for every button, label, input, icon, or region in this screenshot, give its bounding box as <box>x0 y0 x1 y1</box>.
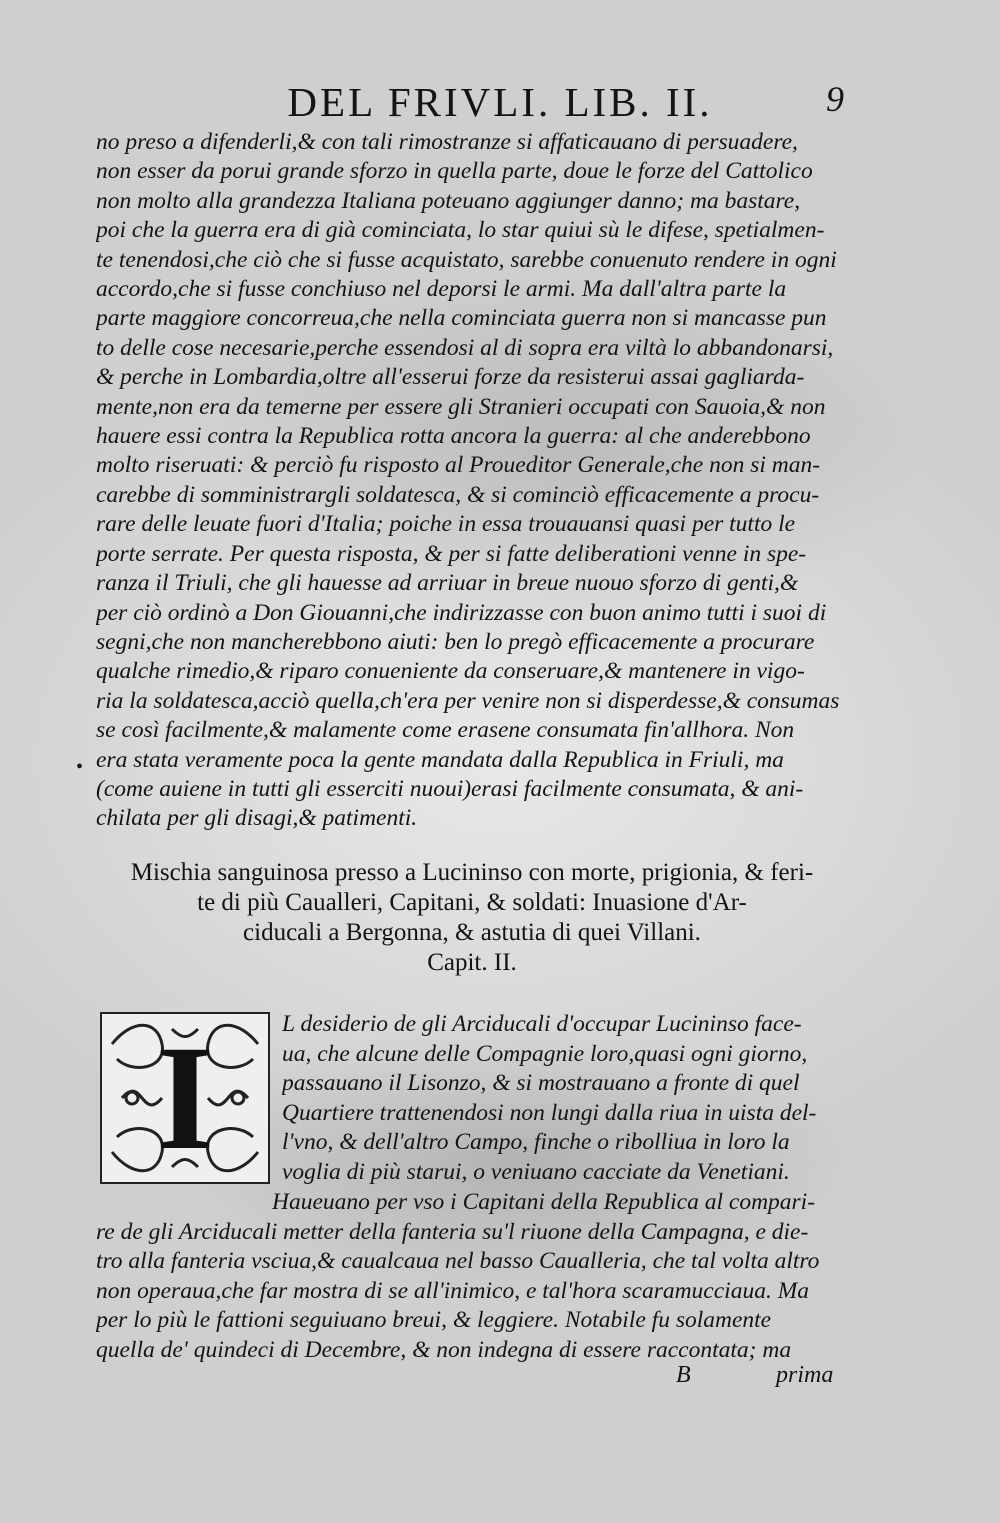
paragraph-1 <box>96 128 848 834</box>
text-line: porte serrate. Per questa risposta, & per si fatte deliberationi venne in spe- <box>96 540 807 567</box>
text-line: no preso a difenderli,& con tali rimostranze si affaticauano di persuadere, <box>96 129 798 155</box>
drop-cap-letter: I <box>155 1015 215 1181</box>
text-line: ranza il Triuli, che gli hauesse ad arriuar in breue nuouo sforzo di genti,& <box>96 570 799 597</box>
decorated-initial <box>100 1012 270 1184</box>
text-line: l'vno, & dell'altro Campo, finche o ribolliua in loro la <box>282 1129 790 1156</box>
text-line: voglia di più starui, o veniuano cacciate da Venetiani. <box>282 1158 790 1185</box>
signature-mark: B <box>676 1362 691 1388</box>
text-line: tro alla fanteria vsciua,& caualcaua nel basso Caualleria, che tal volta altro <box>96 1248 820 1275</box>
text-line: non esser da porui grande sforzo in quella parte, doue le forze del Cattolico <box>96 158 813 185</box>
text-line: parte maggiore concorreua,che nella cominciata guerra non si mancasse pun <box>96 305 827 332</box>
text-line: mente,non era da temerne per essere gli Stranieri occupati con Sauoia,& non <box>96 393 826 420</box>
paragraph-2-indented <box>282 1010 848 1188</box>
text-line: accordo,che si fusse conchiuso nel deporsi le armi. Ma dall'altra parte la <box>96 276 787 303</box>
chapter-heading <box>96 858 848 978</box>
text-line: segni,che non mancherebbono aiuti: ben lo pregò efficacemente a procurare <box>96 628 815 655</box>
text-line: non operaua,che far mostra di se all'inimico, e tal'hora scaramucciaua. Ma <box>96 1277 810 1304</box>
text-line: molto riseruati: & perciò fu risposto al Proueditor Generale,che non si man- <box>96 452 821 479</box>
text-line: to delle cose necesarie,perche essendosi al di sopra era viltà lo abbandonarsi, <box>96 334 834 361</box>
margin-mark: • <box>76 756 84 778</box>
text-line: quella de' quindeci di Decembre, & non indegna di essere raccontata; ma <box>96 1336 792 1363</box>
chapter-number: Capit. II. <box>427 949 517 976</box>
text-line: Quartiere trattenendosi non lungi dalla riua in uista del- <box>282 1099 817 1126</box>
text-line: ua, che alcune delle Compagnie loro,quasi ogni giorno, <box>282 1040 808 1067</box>
text-line: era stata veramente poca la gente mandata dalla Republica in Friuli, ma <box>96 746 784 773</box>
catchword: prima <box>776 1362 834 1388</box>
text-line: passauano il Lisonzo, & si mostrauano a fronte di quel <box>282 1070 800 1097</box>
text-line: se così facilmente,& malamente come erasene consumata fin'allhora. Non <box>96 717 795 744</box>
text-line: re de gli Arciducali metter della fanteria su'l riuone della Campagna, e die- <box>96 1218 809 1245</box>
text-line: te tenendosi,che ciò che si fusse acquistato, sarebbe conuenuto rendere in ogni <box>96 246 837 273</box>
heading-line: te di più Caualleri, Capitani, & soldati: Inuasione d'Ar- <box>197 889 747 916</box>
text-line: (come auiene in tutti gli esserciti nuoui)erasi facilmente consumata, & ani- <box>96 775 804 802</box>
text-line: carebbe di somministrargli soldatesca, & si cominciò efficacemente a procu- <box>96 481 820 508</box>
heading-line: ciducali a Bergonna, & astutia di quei Villani. <box>243 919 701 946</box>
running-title: DEL FRIVLI. LIB. II. <box>287 79 713 125</box>
paragraph-2-continued <box>96 1188 848 1366</box>
text-line: hauere essi contra la Republica rotta ancora la guerra: al che anderebbono <box>96 423 811 450</box>
text-line: & perche in Lombardia,oltre all'esserui forze da resisterui assai gagliarda- <box>96 364 805 391</box>
text-line: qualche rimedio,& riparo conueniente da conseruare,& mantenere in vigo- <box>96 658 805 685</box>
text-line: per lo più le fattioni seguiuano breui, & leggiere. Notabile fu solamente <box>96 1307 772 1334</box>
page-number: 9 <box>826 79 844 119</box>
text-line: poi che la guerra era di già cominciata, lo star quiui sù le difese, spetialmen- <box>96 217 825 244</box>
text-line: non molto alla grandezza Italiana poteuano aggiunger danno; ma bastare, <box>96 187 801 214</box>
text-line: Haueuano per vso i Capitani della Republica al compari- <box>272 1189 816 1215</box>
text-line: L desiderio de gli Arciducali d'occupar Lucininso face- <box>282 1011 802 1037</box>
text-line: ria la soldatesca,acciò quella,ch'era per venire non si disperdesse,& consumas <box>96 687 840 714</box>
text-line: chilata per gli disagi,& patimenti. <box>96 805 418 832</box>
text-line: rare delle leuate fuori d'Italia; poiche in essa trouauansi quasi per tutto le <box>96 511 796 538</box>
text-line: per ciò ordinò a Don Giouanni,che indirizzasse con buon animo tutti i suoi di <box>96 599 827 626</box>
heading-line: Mischia sanguinosa presso a Lucininso con morte, prigionia, & feri- <box>130 859 814 886</box>
